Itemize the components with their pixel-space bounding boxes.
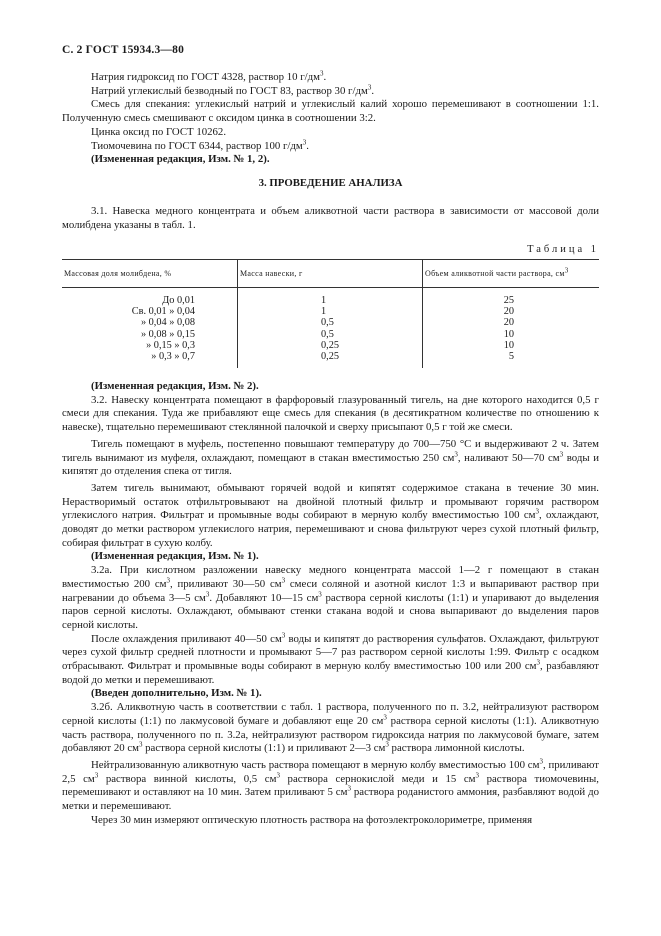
table-cell: 25 [503,295,514,306]
reagent-line: Цинка оксид по ГОСТ 10262. [91,125,227,138]
table-header: Объем аликвотной части раствора, $см^3$ [423,260,600,288]
table-cell: До 0,01 [162,295,195,306]
table-cell: 1 [321,306,327,318]
table-header: Массовая доля молибдена, % [62,260,238,288]
table-cell: Св. 0,01 » 0,04 [131,306,195,318]
reagent-line: Натрия гидроксид по ГОСТ 4328, раствор 10 $г/дм^3$. [91,69,327,83]
paragraph-cool: После охлаждения приливают 40—50 $см^3$ воды и кипятят до растворения сульфатов. Охлаждают, фильтруют через сухой фильтр средней плотности и промывают 5—7 раз раствором серной кислоты 1:99. Фильтр с осадком отбрасывают. Фильтрат и промывные воды собирают в мерную колбу вместимостью 100 или 200 $см^3$, разбавляют водой до метки и перемешивают. [62,631,599,686]
table-cell: 1 [321,295,327,306]
paragraph-3-2b: 3.2б. Аликвотную часть в соответствии с табл. 1 раствора, полученного по п. 3.2, нейтрализуют раствором серной кислоты (1:1) по лакмусовой бумаге и добавляют еще 20 $см^3$ раствора серной кислоты (1:1). Аликвотную часть раствора, полученного по п. 3.2а, нейтрализуют раствором гидроксида натрия по лакмусовой бумаге, затем добавляют 20 $см^3$ раствора серной кислоты (1:1) и приливают 2—3 $см^3$ раствора лимонной кислоты. [62,701,599,755]
table-1 [62,259,599,368]
table-header: Масса навески, г [238,260,423,288]
paragraph-last: Через 30 мин измеряют оптическую плотность раствора на фотоэлектроколориметре, применяя [91,813,533,826]
paragraph-3-2a: 3.2а. При кислотном разложении навеску медного концентрата массой 1—2 г помещают в стакан вместимостью 200 $см^3$, приливают 30—50 $см^3$ смеси соляной и азотной кислот 1:3 и выпаривают раствор при нагревании до объема 3—5 $см^3$. Добавляют 10—15 $см^3$ раствора серной кислоты (1:1) и упаривают до выделения паров серной кислоты. Охлаждают, обмывают стенки стакана водой и снова выпаривают до выделения паров серной кислоты. [62,564,600,631]
table-cell: 20 [503,306,514,318]
table-cell: » 0,08 » 0,15 [140,328,195,340]
revision-note: (Измененная редакция, Изм. № 1). [91,550,259,563]
paragraph-wash: Затем тигель вынимают, обмывают горячей водой и кипятят содержимое стакана в течение 30 мин. Нерастворимый остаток отфильтровывают на двойной плотный фильтр и промывают горячим раствором углекислого натрия. Фильтрат и промывные воды собирают в мерную колбу вместимостью 100 $см^3$, охлаждают, доводят до метки раствором углекислого натрия, перемешивают и снова фильтруют через сухой плотный фильтр, собирая фильтрат в сухую колбу. [62,481,599,549]
table-cell: 20 [503,317,514,329]
table-cell: » 0,15 » 0,3 [146,339,195,351]
paragraph-3-1: 3.1. Навеска медного концентрата и объем аликвотной части раствора в зависимости от массовой доли молибдена указаны в табл. 1. [62,205,599,231]
reagents-block [62,71,599,167]
reagent-line: Натрий углекислый безводный по ГОСТ 83, раствор 30 $г/дм^3$. [91,83,375,97]
table-caption: Таблица 1 [527,244,599,255]
table-cell: 0,25 [321,339,340,351]
paragraph-crucible: Тигель помещают в муфель, постепенно повышают температуру до 700—750 °С и выдерживают 2 ч. Затем тигель вынимают из муфеля, охлаждают, помещают в стакан вместимостью 250 $см^3$, наливают 50—70 $см^3$ воды и кипятят до отделения спека от тигля. [62,437,599,478]
mass-column [239,295,421,362]
volume-column [424,295,598,362]
paragraph-3-2: 3.2. Навеску концентрата помещают в фарфоровый глазурованный тигель, на дне которого находится 0,5 г смеси для спекания. Туда же прибавляют еще смесь для спекания (в десятикратном количестве по отношению к навеске), тщательно перемешивают стеклянной палочкой и сверху присыпают 0,5 г той же смеси. [62,393,599,434]
table-cell: 0,5 [321,328,334,340]
table-cell: 10 [503,339,514,351]
fraction-column [63,295,195,362]
table-cell: » 0,3 » 0,7 [151,350,195,362]
revision-note: (Введен дополнительно, Изм. № 1). [91,687,262,700]
table-cell: 0,5 [321,317,334,329]
revision-note: (Измененная редакция, Изм. № 1, 2). [91,153,270,166]
table-cell: 5 [508,350,514,362]
page-header: С. 2 ГОСТ 15934.3—80 [62,44,185,56]
reagent-line: Тиомочевина по ГОСТ 6344, раствор 100 $г/дм^3$. [91,137,309,152]
table-cell: » 0,04 » 0,08 [140,317,195,329]
body-block [62,380,599,828]
table-cell: 10 [503,328,514,340]
revision-note: (Измененная редакция, Изм. № 2). [91,380,259,392]
table-cell: 0,25 [321,350,340,362]
section-title: 3. ПРОВЕДЕНИЕ АНАЛИЗА [258,177,403,189]
paragraph-neutral: Нейтрализованную аликвотную часть раствора помещают в мерную колбу вместимостью 100 $см^3$, приливают 2,5 $см^3$ раствора винной кислоты, 0,5 $см^3$ раствора сернокислой меди и 15 $см^3$ раствора тиомочевины, перемешивают и оставляют на 10 мин. Затем приливают 5 $см^3$ раствора роданистого аммония, разбавляют водой до метки и перемешивают. [62,757,600,813]
reagent-line: Смесь для спекания: углекислый натрий и углекислый калий хорошо перемешивают в соотношении 1:1. Полученную смесь смешивают с оксидом цинка в соотношении 3:2. [62,98,599,125]
